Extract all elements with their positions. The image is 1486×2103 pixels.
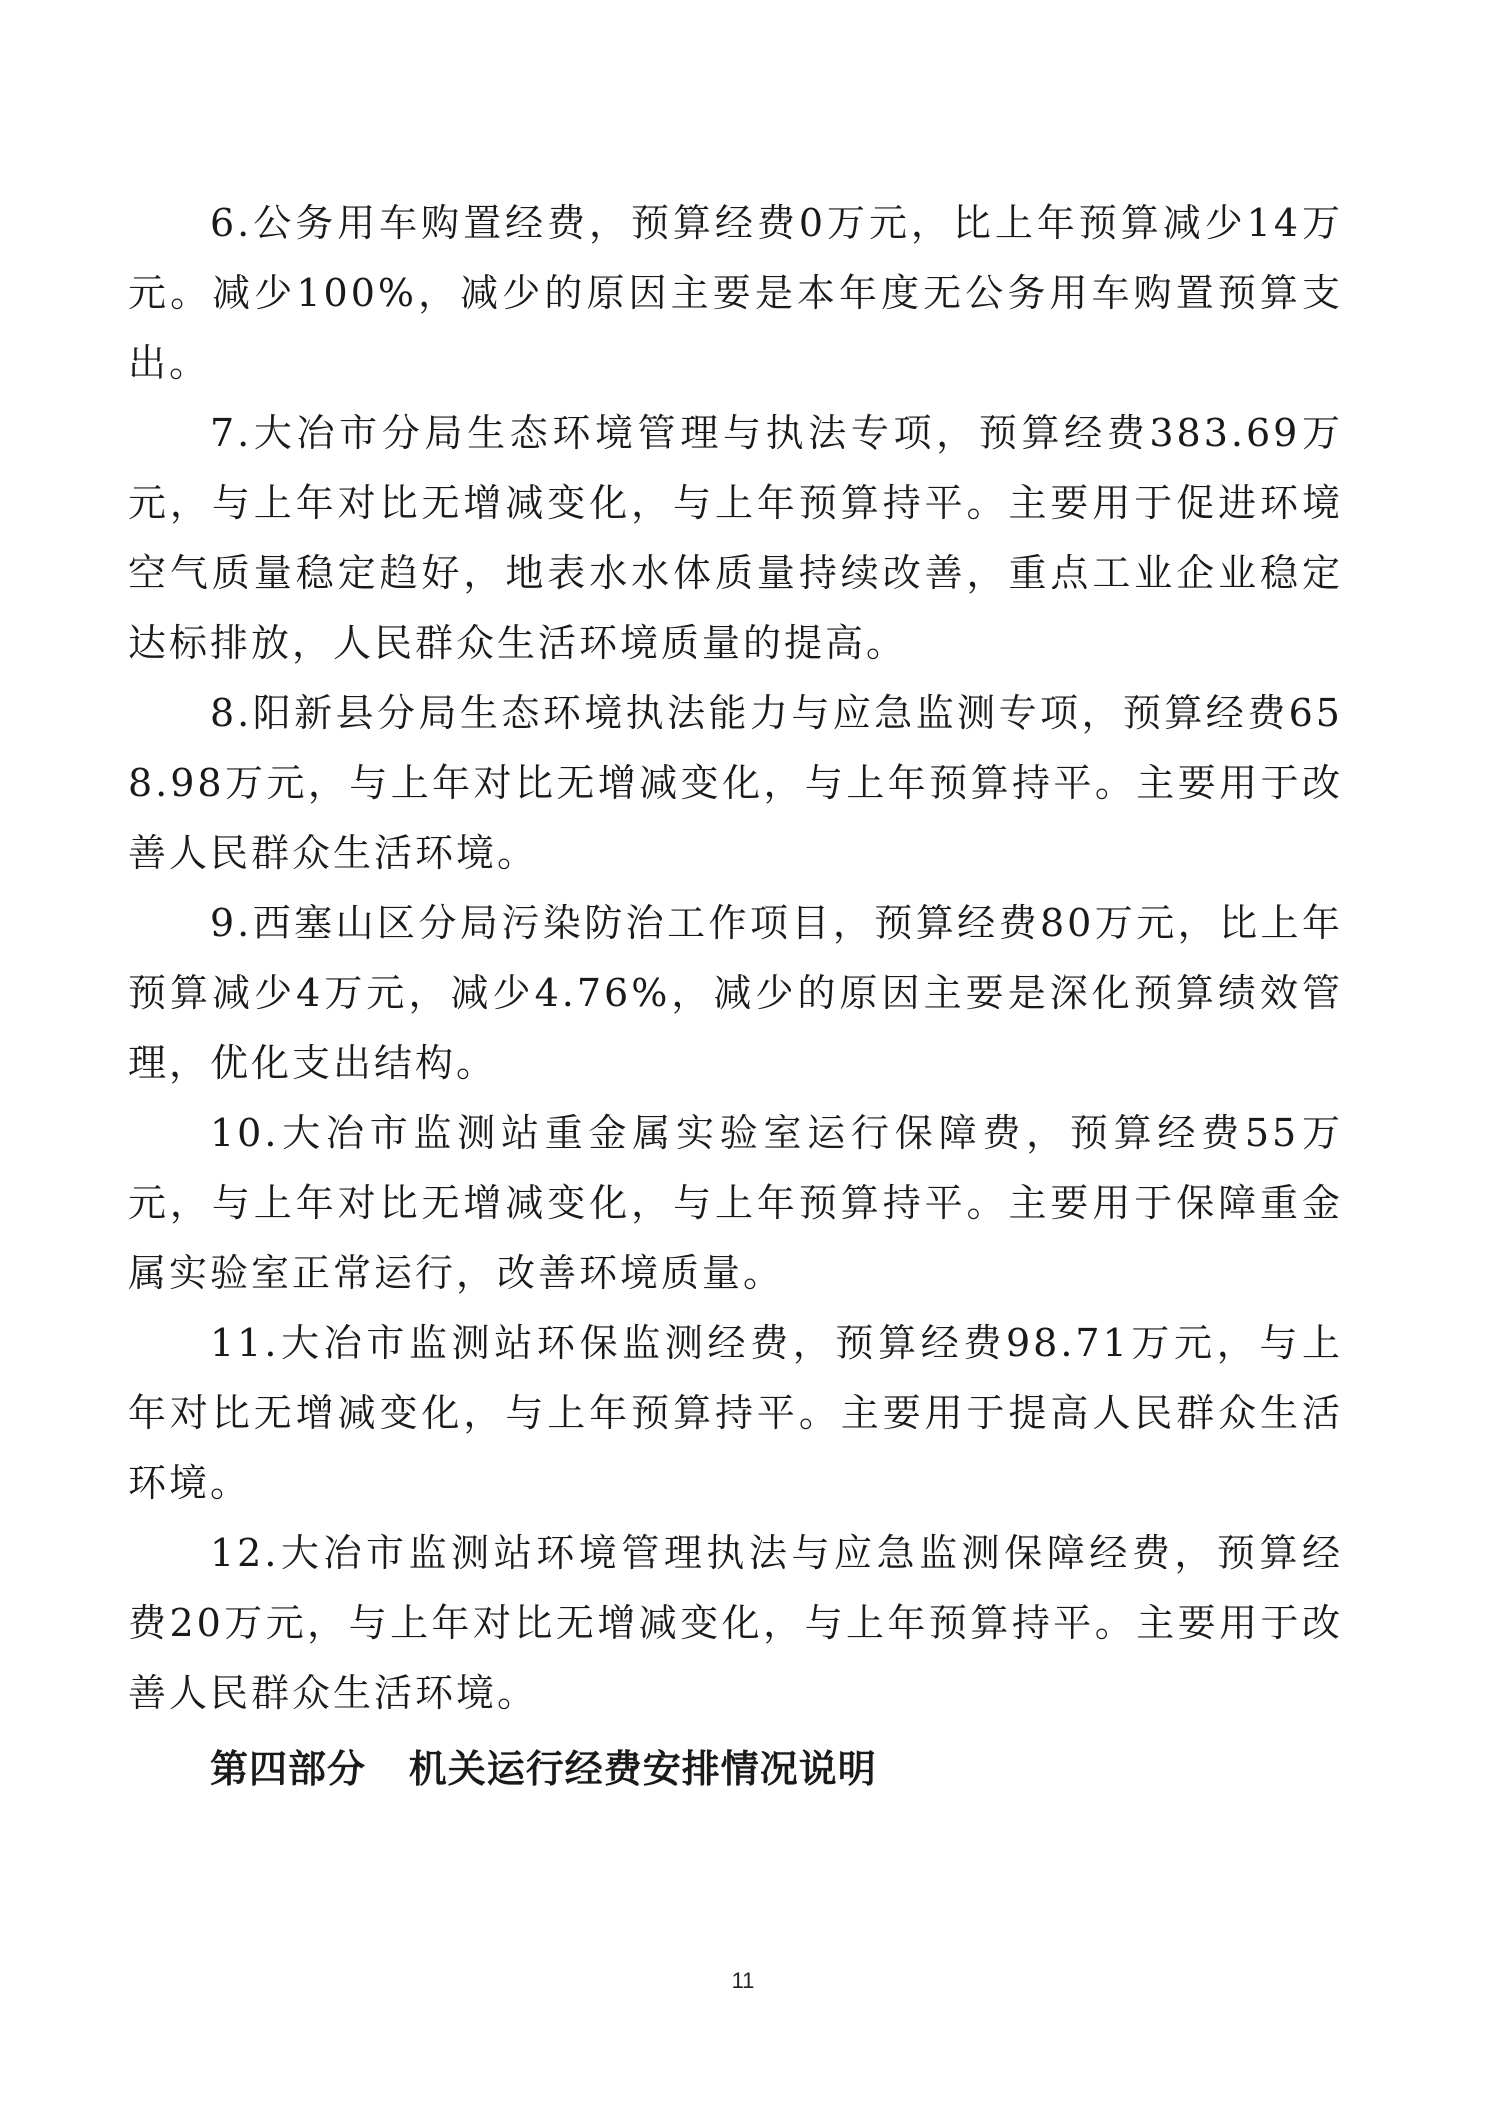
section-heading: 第四部分 机关运行经费安排情况说明 [210, 1747, 877, 1791]
page-number: 11 [731, 1968, 755, 1993]
paragraph-item-11: 11.大冶市监测站环保监测经费，预算经费98.71万元，与上年对比无增减变化，与上年预算持平。主要用于提高人民群众生活环境。 [128, 1321, 1343, 1505]
page-body [128, 188, 1343, 1804]
paragraph-item-8: 8.阳新县分局生态环境执法能力与应急监测专项，预算经费658.98万元，与上年对比无增减变化，与上年预算持平。主要用于改善人民群众生活环境。 [128, 691, 1343, 875]
paragraph-item-6: 6.公务用车购置经费，预算经费0万元，比上年预算减少14万元。减少100%，减少的原因主要是本年度无公务用车购置预算支出。 [128, 201, 1343, 385]
paragraph-item-10: 10.大冶市监测站重金属实验室运行保障费，预算经费55万元，与上年对比无增减变化，与上年预算持平。主要用于保障重金属实验室正常运行，改善环境质量。 [128, 1111, 1343, 1295]
paragraph-item-7: 7.大冶市分局生态环境管理与执法专项，预算经费383.69万元，与上年对比无增减变化，与上年预算持平。主要用于促进环境空气质量稳定趋好，地表水水体质量持续改善，重点工业企业稳定达标排放，人民群众生活环境质量的提高。 [128, 411, 1343, 665]
paragraph-item-12: 12.大冶市监测站环境管理执法与应急监测保障经费，预算经费20万元，与上年对比无增减变化，与上年预算持平。主要用于改善人民群众生活环境。 [128, 1531, 1343, 1715]
paragraph-item-9: 9.西塞山区分局污染防治工作项目，预算经费80万元，比上年预算减少4万元，减少4.76%，减少的原因主要是深化预算绩效管理，优化支出结构。 [128, 901, 1343, 1085]
